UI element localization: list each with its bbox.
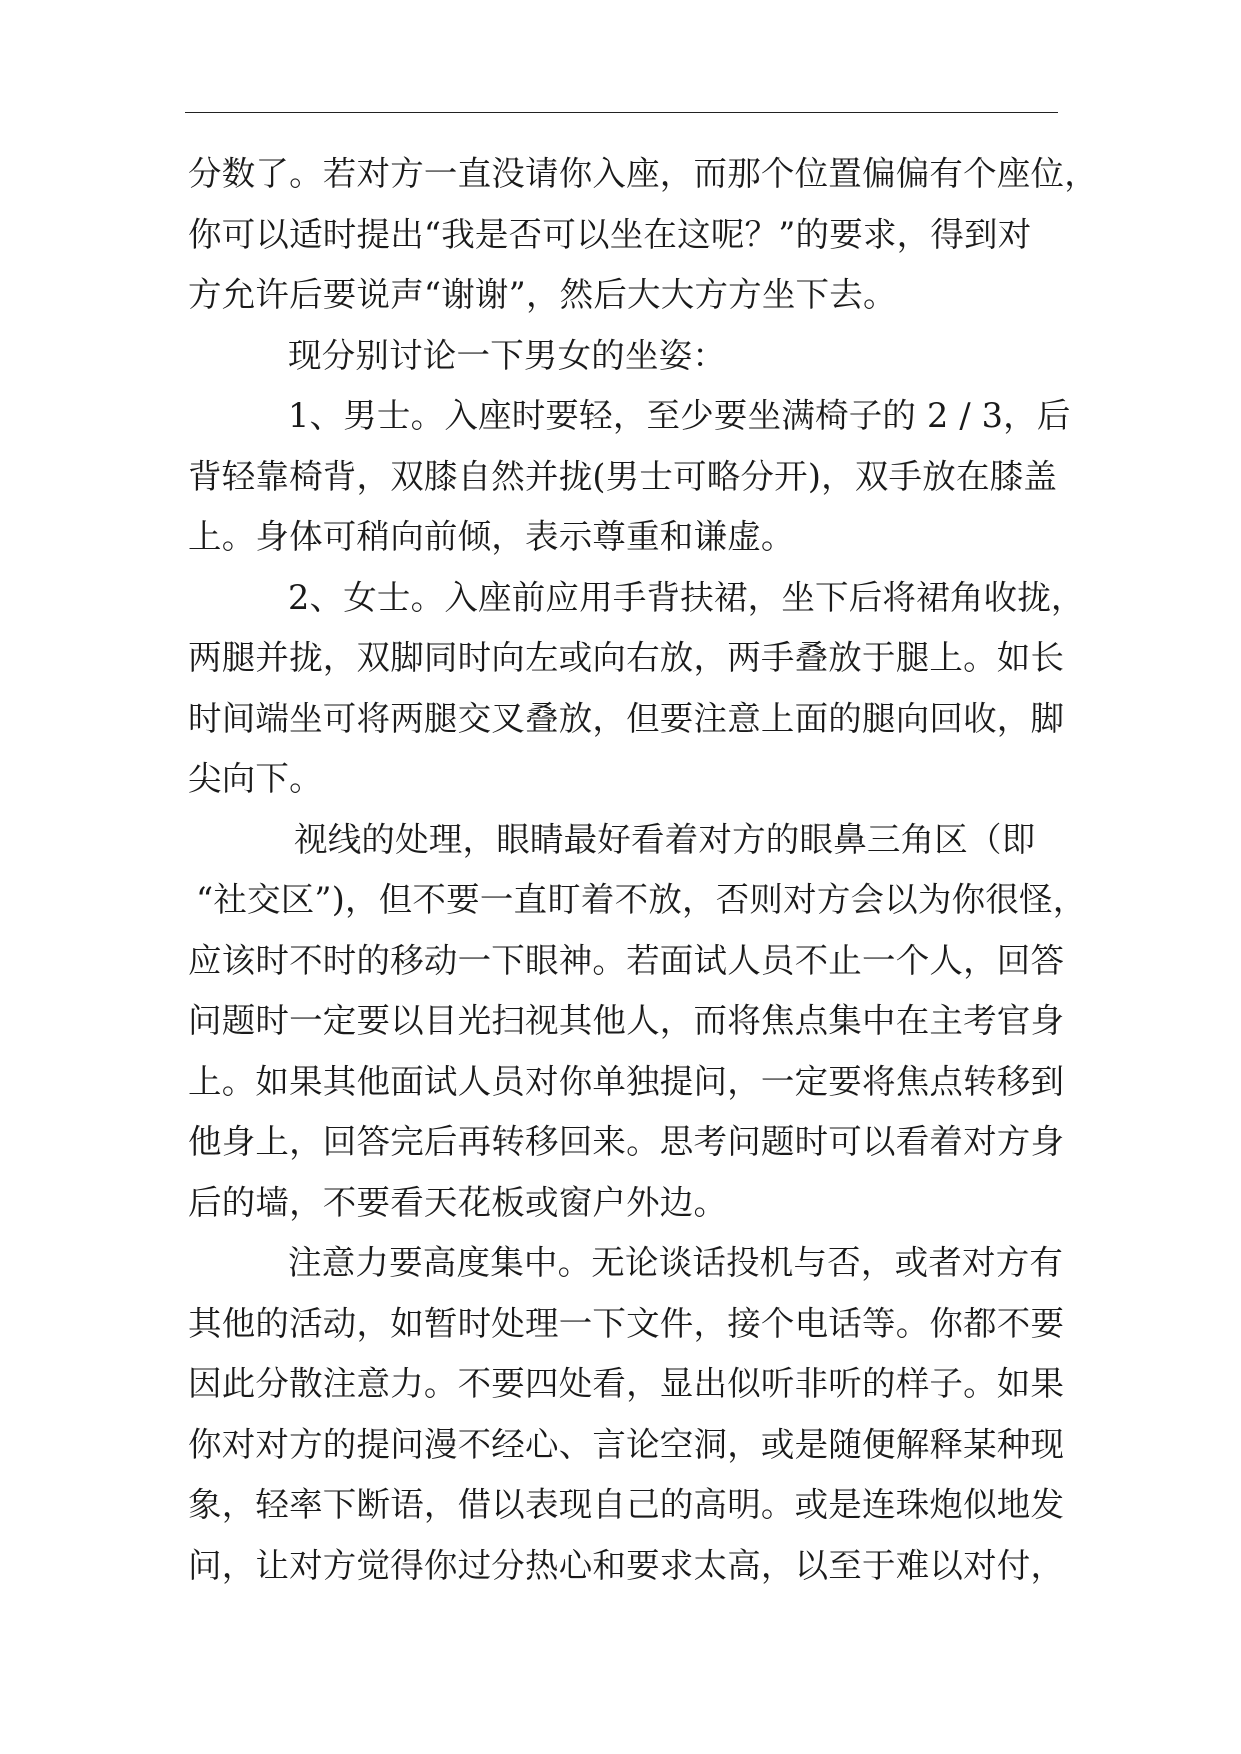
text-line: 上。身体可稍向前倾，表示尊重和谦虚。 (188, 517, 795, 556)
text-line: 注意力要高度集中。无论谈话投机与否，或者对方有 (288, 1243, 1064, 1282)
text-line: 方允许后要说声“谢谢”，然后大大方方坐下去。 (188, 275, 897, 314)
text-line: 后的墙，不要看天花板或窗户外边。 (188, 1182, 728, 1222)
text-line: 时间端坐可将两腿交叉叠放，但要注意上面的腿向回收，脚 (188, 698, 1065, 738)
text-line: 2、女士。入座前应用手背扶裙，坐下后将裙角收拢， (288, 577, 1085, 617)
text-line: 问，让对方觉得你过分热心和要求太高，以至于难以对付， (188, 1545, 1065, 1585)
text-line: 尖向下。 (188, 759, 323, 798)
header-rule (185, 112, 1058, 113)
text-line: 应该时不时的移动一下眼神。若面试人员不止一个人，回答 (188, 940, 1065, 980)
text-line: 因此分散注意力。不要四处看，显出似听非听的样子。如果 (188, 1364, 1065, 1403)
text-line: 背轻靠椅背，双膝自然并拢(男士可略分开)，双手放在膝盖 (188, 456, 1058, 496)
text-line: 你可以适时提出“我是否可以坐在这呢？”的要求，得到对 (188, 214, 1032, 254)
text-line: 问题时一定要以目光扫视其他人，而将焦点集中在主考官身 (188, 1001, 1065, 1040)
text-line: 上。如果其他面试人员对你单独提问，一定要将焦点转移到 (188, 1061, 1065, 1101)
text-line: “社交区”)，但不要一直盯着不放，否则对方会以为你很怪， (196, 880, 1087, 919)
text-line: 视线的处理，眼睛最好看着对方的眼鼻三角区（即 (294, 819, 1036, 859)
text-line: 两腿并拢，双脚同时向左或向右放，两手叠放于腿上。如长 (188, 638, 1065, 677)
document-body (188, 144, 1098, 1596)
text-line: 现分别讨论一下男女的坐姿： (288, 335, 727, 375)
text-line: 象，轻率下断语，借以表现自己的高明。或是连珠炮似地发 (188, 1485, 1065, 1524)
text-line: 分数了。若对方一直没请你入座，而那个位置偏偏有个座位， (188, 154, 1098, 193)
text-line: 其他的活动，如暂时处理一下文件，接个电话等。你都不要 (188, 1303, 1065, 1343)
text-line: 1、男士。入座时要轻，至少要坐满椅子的 2 / 3，后 (288, 396, 1071, 435)
text-line: 他身上，回答完后再转移回来。思考问题时可以看着对方身 (188, 1122, 1065, 1161)
text-line: 你对对方的提问漫不经心、言论空洞，或是随便解释某种现 (188, 1424, 1065, 1464)
